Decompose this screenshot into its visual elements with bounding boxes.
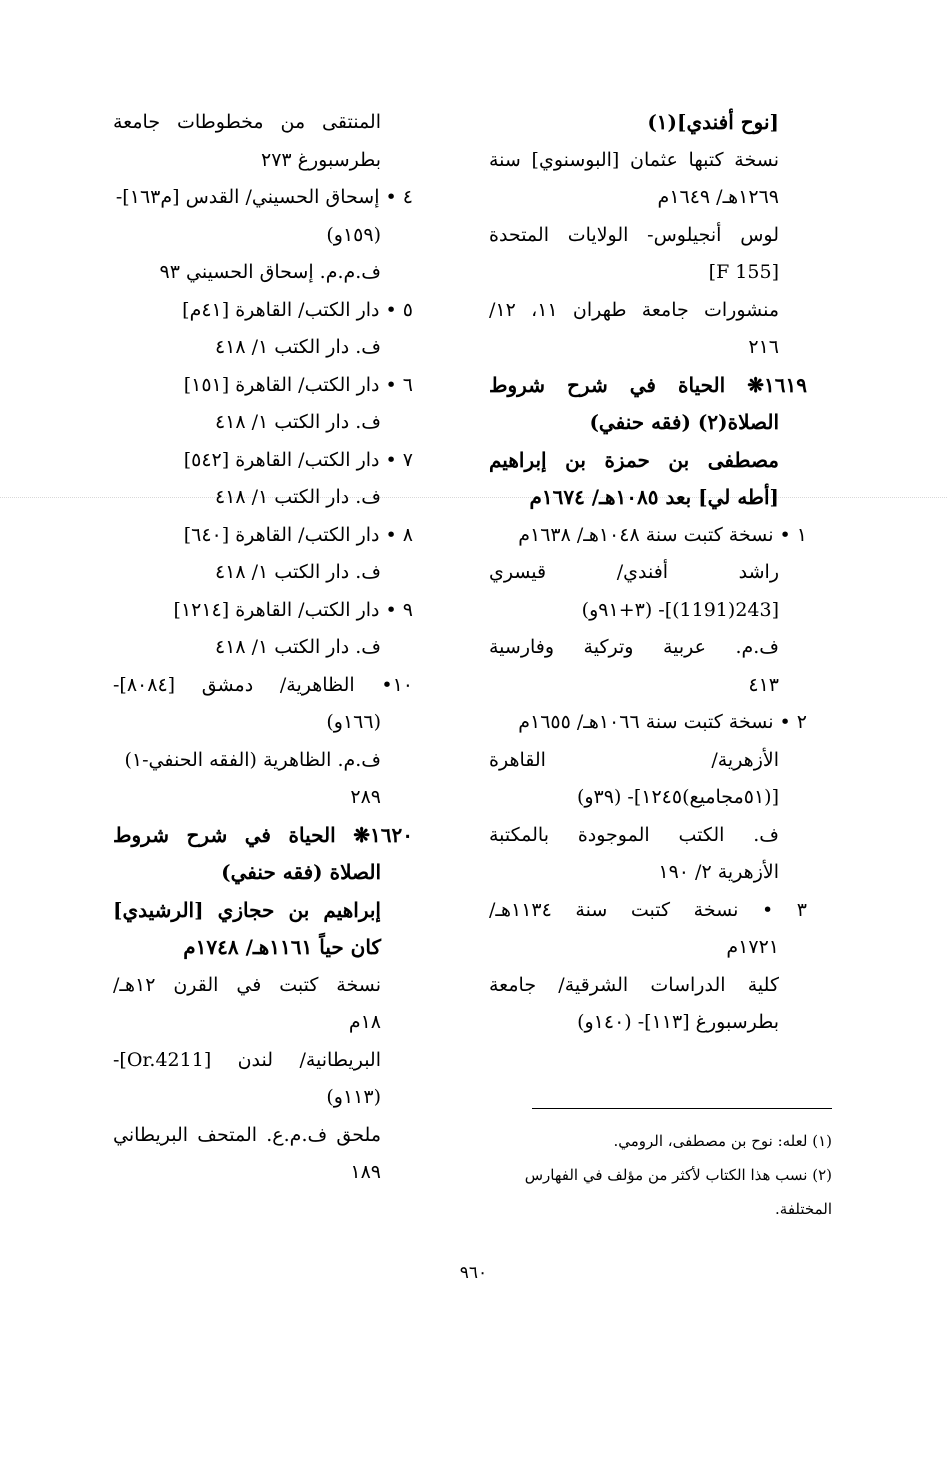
text-line: الأزهرية/ القاهرة [489, 748, 779, 771]
text-line: منشورات جامعة طهران ١١، ١٢/ [489, 298, 779, 321]
manuscript-item: ٥ • دار الكتب/ القاهرة [٤١م] [182, 298, 413, 321]
text-line: [F 155] [708, 261, 779, 283]
text-line: ٢٨٩ [350, 786, 381, 808]
entry-author: مصطفى بن حمزة بن إبراهيم [489, 447, 779, 472]
text-line: [243(1191)]- (٣+٩١و) [581, 598, 779, 621]
text-line: كلية الدراسات الشرقية/ جامعة [489, 973, 779, 996]
entry-subtitle: الصلاة (فقه حنفي) [221, 860, 381, 884]
footnote-2-continued: المختلفة. [775, 1200, 832, 1218]
entry-author: إبراهيم بن حجازي [الرشيدي] [113, 897, 381, 922]
text-line: ٤١٣ [748, 673, 779, 696]
text-line: (١٥٩و) [326, 223, 381, 246]
text-line: ١٨٩ [350, 1161, 381, 1183]
footnotes [502, 1124, 832, 1226]
footnote-divider [532, 1108, 832, 1109]
text-line: بطرسبورغ ٢٧٣ [260, 148, 381, 171]
left-column [113, 104, 413, 1192]
footnote-2: (٢) نسب هذا الكتاب لأكثر من مؤلف في الفهارس [524, 1166, 832, 1184]
text-line: ١٢٦٩هـ/ ١٦٤٩م [657, 186, 779, 208]
text-line: نسخة كتبت في القرن ١٢هـ/ [113, 973, 381, 996]
entry-subtitle: الصلاة(٢) (فقه حنفي) [589, 410, 779, 434]
manuscript-item: ٢ • نسخة كتبت سنة ١٠٦٦هـ/ ١٦٥٥م [518, 711, 807, 733]
entry-author-date: [أطه لي] بعد ١٠٨٥هـ/ ١٦٧٤م [529, 485, 779, 509]
text-line: ف.م.م. إسحاق الحسيني ٩٣ [159, 261, 381, 283]
entry-title-1619: ١٦١٩❋ الحياة في شرح شروط [489, 372, 807, 397]
right-column [489, 104, 807, 1042]
text-line: ف.م. الظاهرية (الفقه الحنفي-١) [124, 748, 381, 771]
manuscript-item: ٤ • إسحاق الحسيني/ القدس [م١٦٣]- [115, 186, 413, 208]
text-line: ف. دار الكتب ١/ ٤١٨ [214, 411, 381, 433]
text-line: بطرسبورغ [١١٣]- (١٤٠و) [577, 1011, 779, 1033]
entry-title-1620: ١٦٢٠❋ الحياة في شرح شروط [113, 822, 413, 847]
text-line: نسخة كتبها عثمان [البوسنوي] سنة [489, 148, 779, 171]
text-line: ١٨م [348, 1011, 381, 1033]
footnote-1: (١) لعله: نوح بن مصطفى، الرومي. [613, 1132, 832, 1150]
text-line: ف. دار الكتب ١/ ٤١٨ [214, 486, 381, 508]
text-line: ف. الكتب الموجودة بالمكتبة [489, 823, 779, 846]
text-line: ف. دار الكتب ١/ ٤١٨ [214, 561, 381, 583]
text-line: (١٦٦و) [326, 711, 381, 733]
text-line: [(٥١مجاميع)١٢٤٥]- (٣٩و) [576, 786, 779, 808]
text-line: ف. دار الكتب ١/ ٤١٨ [214, 636, 381, 658]
manuscript-item: ٩ • دار الكتب/ القاهرة [١٢١٤] [173, 598, 413, 621]
text-line: ف. دار الكتب ١/ ٤١٨ [214, 336, 381, 358]
page-number: ٩٦٠ [459, 1263, 488, 1283]
manuscript-item: ١٠• الظاهرية/ دمشق [٨٠٨٤]- [113, 673, 413, 696]
text-line: البريطانية/ لندن [Or.4211]- [113, 1048, 381, 1071]
text-line: ١٧٢١م [726, 936, 779, 958]
manuscript-item: ٣ • نسخة كتبت سنة ١١٣٤هـ/ [489, 898, 807, 921]
entry-author-date: كان حياً ١١٦١هـ/ ١٧٤٨م [183, 935, 381, 959]
text-line: المنتقى من مخطوطات جامعة [113, 111, 381, 133]
text-line: ٢١٦ [748, 336, 779, 358]
text-line: ف.م. عربية وتركية وفارسية [489, 636, 779, 658]
author-heading: [نوح أفندي](١) [647, 110, 779, 134]
text-line: راشد أفندي/ قيسري [489, 561, 779, 583]
text-line: الأزهرية ٢/ ١٩٠ [658, 861, 779, 883]
manuscript-item: ٧ • دار الكتب/ القاهرة [٥٤٢] [183, 448, 413, 471]
text-line: ملحق ف.م.ع. المتحف البريطاني [113, 1123, 381, 1146]
text-line: لوس أنجيلوس- الولايات المتحدة [489, 223, 779, 246]
text-line: (١١٣و) [326, 1086, 381, 1108]
manuscript-item: ٨ • دار الكتب/ القاهرة [٦٤٠] [183, 523, 413, 546]
manuscript-item: ١ • نسخة كتبت سنة ١٠٤٨هـ/ ١٦٣٨م [518, 523, 807, 546]
manuscript-item: ٦ • دار الكتب/ القاهرة [١٥١] [183, 373, 413, 396]
